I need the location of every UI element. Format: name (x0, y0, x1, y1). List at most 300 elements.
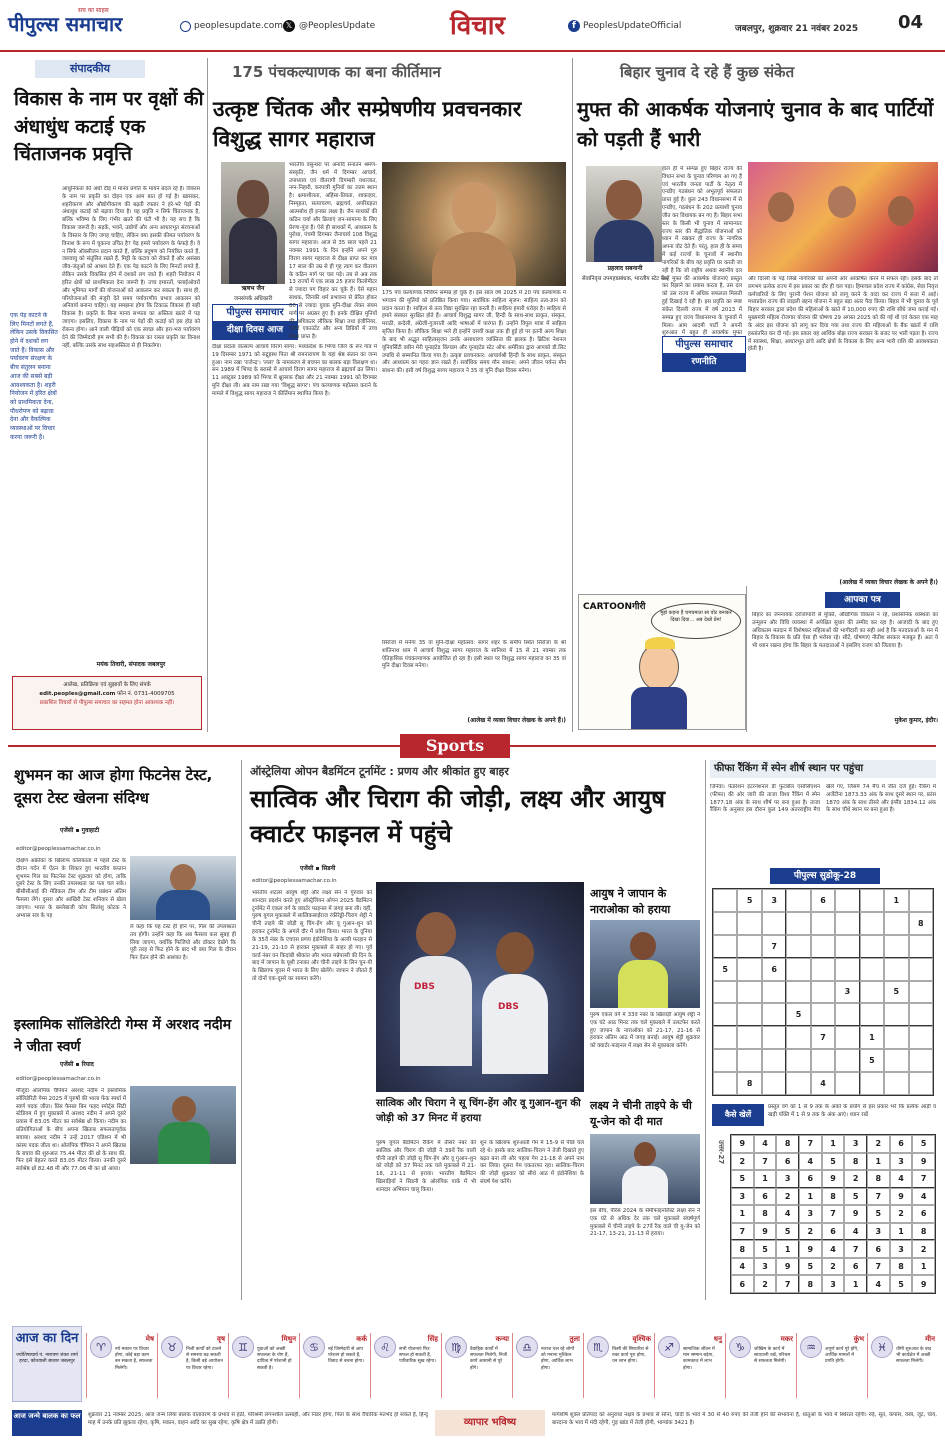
satwik-chirag-photo: DBS DBS (376, 882, 584, 1092)
sudoku-answer-cell: 5 (844, 1188, 867, 1206)
sudoku-cell (884, 1049, 908, 1072)
zodiac-name: वृष (217, 1335, 225, 1343)
sudoku-answer-cell: 1 (867, 1153, 890, 1171)
zodiac-icon: ♍ (445, 1336, 467, 1358)
gill-city: गुवाहाटी (81, 827, 100, 834)
zodiac-name: कर्क (356, 1335, 367, 1343)
badminton-kicker: ऑस्ट्रेलिया ओपन बैडमिंटन टूर्नामेंट : प्रणय और श्रीकांत हुए बाहर (250, 765, 509, 778)
bihar-author-name: प्रहलाद सबनानी (607, 265, 643, 272)
sudoku-cell (762, 912, 786, 935)
sudoku-answer-cell: 8 (867, 1170, 890, 1188)
sudoku-answer-cell: 9 (822, 1170, 845, 1188)
sudoku-answer-cell: 7 (731, 1223, 754, 1241)
zodiac-text: नई जिम्मेदारी से आप परेशान हो सकते हैं, विवाद से बचना होगा। (328, 1347, 364, 1365)
sudoku-answer-cell: 8 (890, 1258, 913, 1276)
brand-logo (8, 6, 173, 34)
sudoku-answer-cell: 9 (731, 1135, 754, 1153)
facebook-page[interactable]: PeoplesUpdateOfficial (583, 21, 682, 31)
sudoku-answer-cell: 5 (822, 1153, 845, 1171)
sudoku-answer-cell: 3 (822, 1275, 845, 1293)
brand-name: पीपुल्स समाचार (8, 12, 123, 36)
website-link[interactable]: peoplesupdate.com (194, 21, 283, 31)
sudoku-cell (737, 958, 761, 981)
sudoku-answer-cell: 8 (844, 1153, 867, 1171)
zodiac-icon: ♋ (303, 1336, 325, 1358)
zodiac-text: किसी की सिफारिश से रुका कार्य पूरा होगा, धन लाभ होगा। (612, 1347, 649, 1365)
twitter-icon: 𝕏 (283, 20, 295, 32)
cartoon-bubble: मुझे कहना है चमचमाता सा वोट बनाकर दिखा दिया... अब देखो प्रेम! (651, 603, 741, 639)
badminton-headline: सात्विक और चिराग की जोड़ी, लक्ष्य और आयुष क्वार्टर फाइनल में पहुंचे (250, 785, 666, 848)
sudoku-cell (909, 889, 933, 912)
bihar-column-brand: पीपुल्स समाचार (675, 339, 733, 350)
sudoku-cell (811, 935, 835, 958)
sudoku-cell (713, 889, 737, 912)
badminton-city: सिडनी (321, 865, 336, 872)
arshad-nadeem-photo (130, 1086, 236, 1164)
ayush-headline: आयुष ने जापान के नाराओका को हराया (590, 887, 671, 916)
nadeem-headline: इस्लामिक सॉलिडेरिटी गेम्स में अरशद नदीम ने जीता स्वर्ण (14, 1017, 232, 1056)
zodiac-name: तुला (569, 1335, 580, 1343)
sudoku-answer-cell: 3 (754, 1258, 777, 1276)
sports-band: Sports (400, 734, 510, 758)
sudoku-answer-cell: 4 (754, 1135, 777, 1153)
badminton-body3: शुन के खिलाफ शुरुआती गेम में 15-9 से पीछे चल रहे थे। इसके बाद सात्विक-चिराग ने तेजी दिखाते हुए बढ़त बना ली और पहला गेम 21-18 से अपने नाम कर लिया। दूसरा गेम एकतरफा रहा। सात्विक-चिराग की जोड़ी शुक्रवार को सीधे आठ में इंडोनेशिया के संघर्ष पेश करेंगे। (480, 1140, 584, 1186)
sudoku-answer-cell: 9 (912, 1153, 935, 1171)
zodiac-sign (796, 1333, 867, 1398)
vishuddh-body-right: 175 पंच कल्याणक निर्विघ्न सम्पन्न हो चुके हैं। इस साल वर्ष 2025 में 20 पंच कल्याणक में भगवान की मूर्तियों को प्रतिष्ठित किया गया। सर्वाधिक साहित्य सृजन: साहित्य तत्व-ज्ञान को प्रदान करता है। साहित्य से तत्व विद्या सुरक्षित रहा करती है। साहित्य हमारी धरोहर है। साहित्य से हमारे संस्कार सुरक्षित होते हैं। आचार्य विशुद्ध सागर जी, हिन्दी के साथ-साथ प्राकृत, संस्कृत, मराठी, बन्देली, अंग्रेजी-गुजराती आदि भाषाओं में पारंगत हैं। उन्होंने विपुल मात्रा में साहित्य सृजित किया है। लौकिक शिक्षा भले ही इन्होंने दसवीं कक्षा तक ही हुई हो पर इतनी अल्प शिक्षा के बाद भी अद्भुत साहित्यसृजन उनके असाधारण व्यक्तित्व की झलक है। ब्रिटिश नेशनल यूनिवर्सिटी क्वीन मेरी यूनाइटेड किंगडम और यूनाइटेड स्टेट ऑफ अमेरिका द्वारा आपको डी.लिट उपाधि से सम्मानित किया गया है। उत्कृष्ट प्रवचनकार: आचार्यश्री हिन्दी के साथ प्राकृत, संस्कृत और आध्यात्म का गहरा ज्ञान रखते हैं। सर्वाधिक समय मौन साधना: अपने जीवन पर्यन्त मौन साधना की। इसी वर्ष विशुद्ध सागर महाराज ने 35 वां मुनि दीक्षा दिवस मनेगा। (382, 290, 566, 375)
zodiac-sign (157, 1333, 228, 1398)
lakshya-sen-photo (590, 1134, 700, 1204)
zodiac-text: युवाओं को अच्छी सफलता के योग हैं, दायित्व में परेशानी हो सकती है। (257, 1347, 292, 1371)
column-brand: पीपुल्स समाचार (226, 307, 284, 318)
sudoku-cell: 1 (884, 889, 908, 912)
sudoku-answer-cell: 5 (799, 1258, 822, 1276)
facebook-icon: f (568, 20, 580, 32)
sudoku-answer-cell: 1 (776, 1240, 799, 1258)
masthead (0, 0, 945, 52)
sudoku-cell (909, 981, 933, 1004)
sudoku-cell (909, 958, 933, 981)
zodiac-text: वैवाहिक कार्यों में सफलता मिलेगी, निजी कार्य आसानी से पूरे होंगे। (470, 1347, 508, 1371)
sudoku-answer-cell: 3 (844, 1135, 867, 1153)
women-voters-photo (748, 162, 938, 272)
gill-email[interactable]: editor@peoplessamachar.co.in (16, 846, 101, 852)
column-tag-ranneeti (662, 336, 746, 372)
sudoku-cell (835, 1026, 859, 1049)
sudoku-cell (713, 1049, 737, 1072)
sudoku-cell (860, 889, 884, 912)
sudoku-cell: 6 (762, 958, 786, 981)
badminton-photo-caption: सात्विक और चिराग ने सू चिंग-हेंग और वू गुआन-शुन की जोड़ी को 37 मिनट में हराया (376, 1098, 581, 1124)
sudoku-answer-cell: 9 (912, 1275, 935, 1293)
sudoku-answer-cell: 3 (799, 1205, 822, 1223)
sudoku-answer-cell: 3 (890, 1153, 913, 1171)
zodiac-name: मकर (780, 1335, 793, 1343)
sudoku-cell (909, 935, 933, 958)
sudoku-answer-cell: 4 (912, 1188, 935, 1206)
letters-body: बिहार का जननायक दरोंजापारी से मुक्ति, औद्योगिक विकास न रहे, प्रशासनिक ध्वस्थता का उन्मूलन और विधि व्यवस्था में अपेक्षित सुधार की उम्मीद कर रहा है। आजादी के बाद हुए अधिकतम मतदान में विशेषकर महिलाओं की भागीदारी का सही अर्थ है कि मतदाताओं के मन में बिहार के विकास के प्रति ऐसा ही भरोसा रहे। सीटें, घोषणाएं नीतीश सरकार मजबूत हैं। अतः ये भी ध्यान रखना होगा कि बिहार के मतदाताओं ने इसलिए राजग को जिताया है। (752, 612, 938, 650)
sudoku-cell (860, 935, 884, 958)
ayush-body: पुरुष एकल वर्ग में 33वें नंबर के खिलाड़ी आयुष शेट्टी ने एक घंटे आठ मिनट तक चले मुकाबले में उलटफेर करते हुए जापान के नाराओका को 21-17, 21-16 से हराकर अंतिम आठ में जगह बनाई। आयुष शेट्टी शुक्रवार को क्वार्टर-फाइनल में लक्ष्य सेन से मुकाबला करेंगे। (590, 1012, 700, 1050)
zodiac-text: धीमी शुरुआत के बाद भी कार्यक्षेत्र में अच्छी सफलता मिलेगी। (896, 1347, 932, 1365)
sudoku-answer-cell: 7 (776, 1275, 799, 1293)
sudoku-cell (884, 1003, 908, 1026)
sudoku-answer-cell: 6 (776, 1153, 799, 1171)
sudoku-answer-cell: 6 (867, 1240, 890, 1258)
shubman-gill-photo (130, 856, 236, 920)
zodiac-text: सामाजिक जीवन में मान सम्मान बढ़ेगा, कामकाज में लाभ होगा। (683, 1347, 715, 1371)
sudoku-cell (909, 1003, 933, 1026)
sudoku-answer-cell: 7 (799, 1135, 822, 1153)
sudoku-cell (884, 935, 908, 958)
horoscope-box (12, 1326, 82, 1402)
bihar-footnote: (आलेख में व्यक्त विचार लेखक के अपने हैं।) (839, 579, 938, 586)
zodiac-icon: ♏ (587, 1336, 609, 1358)
zodiac-text: जोखिम के कार्य में सावधानी रखें, परिश्रम से सफलता मिलेगी। (754, 1347, 791, 1365)
sudoku-answer-cell: 2 (844, 1170, 867, 1188)
twitter-handle[interactable]: @PeoplesUpdate (299, 21, 376, 31)
sudoku-cell (762, 981, 786, 1004)
editorial-byline: मयंक तिवारी, संपादक जबलपुर (96, 661, 166, 668)
nadeem-city: रियाद (81, 1061, 94, 1068)
sudoku-answer-cell: 7 (822, 1205, 845, 1223)
sudoku-answer-grid (730, 1134, 936, 1294)
zodiac-sign (370, 1333, 441, 1398)
sudoku-answer-cell: 2 (754, 1275, 777, 1293)
sudoku-answer-cell: 8 (912, 1223, 935, 1241)
sudoku-cell: 1 (860, 1026, 884, 1049)
sudoku-answer-cell: 9 (799, 1240, 822, 1258)
sudoku-cell (737, 1049, 761, 1072)
zodiac-sign (86, 1333, 157, 1398)
sudoku-answer-cell: 4 (890, 1170, 913, 1188)
sudoku-answer-cell: 6 (912, 1205, 935, 1223)
zodiac-text: अपूर्ण कार्य पूरे होंगे, आर्थिक मामलों में प्रगति होगी। (825, 1347, 859, 1365)
nadeem-email[interactable]: editor@peoplessamachar.co.in (16, 1076, 101, 1082)
bihar-column-name: रणनीति (663, 353, 745, 371)
zodiac-name: धनु (713, 1335, 722, 1343)
sudoku-cell: 8 (909, 912, 933, 935)
sudoku-cell (835, 912, 859, 935)
letters-label: आपका पत्र (825, 592, 900, 608)
sudoku-answer-cell: 2 (731, 1153, 754, 1171)
sudoku-cell: 5 (884, 981, 908, 1004)
sudoku-cell (860, 1003, 884, 1026)
editorial-label: संपादकीय (35, 60, 145, 78)
zodiac-text: नये मकान पर विचार होगा, कोई बड़ा काम बन सकता है, सफलता मिलेगी। (115, 1347, 153, 1371)
sudoku-cell (884, 1072, 908, 1095)
sudoku-cell (713, 981, 737, 1004)
sudoku-cell (786, 889, 810, 912)
sudoku-cell (737, 1003, 761, 1026)
editorial-headline: विकास के नाम पर वृक्षों की अंधाधुंध कटाई एक चिंताजनक प्रवृत्ति (14, 88, 204, 166)
brand-tagline: सच का साहस (78, 7, 109, 14)
sudoku-answer-cell: 9 (890, 1188, 913, 1206)
contact-phone: फोन नं. 0731-4009705 (117, 690, 175, 697)
sudoku-answer-cell: 5 (754, 1240, 777, 1258)
fifa-body: जिनेवा। फेडरेशन इंटरनेशनल डी फुटबॉल एसोसिएशन (फीफा) की ओर जारी की ताजा विश्व रैंकिंग में स्पेन 1877.18 अंक के साथ शीर्ष पर बना हुआ है। ताजा रैंकिंग के अनुसार इस दौरान कुल 149 अंतरराष्ट्रीय मैच खेले गए, जिसमें 74 मैच में जीत दर्ज हुई। रैंकिंग में अर्जेंटीना 1873.33 अंक के साथ दूसरे स्थान पर, फ्रांस 1870 अंक के साथ तीसरे और इंग्लैंड 1834.12 अंक के साथ चौथे स्थान पर बना हुआ है। (710, 784, 936, 814)
sudoku-cell (737, 912, 761, 935)
sudoku-answer-cell: 4 (822, 1240, 845, 1258)
sudoku-cell (713, 1072, 737, 1095)
business-text: मार्गशीर्ष शुक्ल प्रतिपदा को अनुराधा नक्षत्र के प्रभाव से सोना, चांदी के भाव में 30 से 40 रुपए की तेजी होने की संभावना है, धातुओं के भाव में स्थिरता रहेगी। रुई, सूत, कपास, वस्त्र, जूट, चाय, बारदाना के भाव में मंदी रहेगी, गुड़ खांड में तेजी होगी, भाग्यांक 3421 है। (552, 1412, 937, 1426)
sudoku-cell (835, 1072, 859, 1095)
sudoku-cell (762, 1049, 786, 1072)
contact-email[interactable]: edit.peoples@gmail.com (39, 690, 116, 697)
bihar-kicker: बिहार चुनाव दे रहे हैं कुछ संकेत (620, 63, 795, 81)
sudoku-answer-cell: 2 (890, 1205, 913, 1223)
gill-dateline: एजेंसी ▪ गुवाहाटी (60, 827, 100, 834)
badminton-body2: पुरुष युगल बैडमिंटन रैंकिंग में तीसरे नंबर की सात्विक और चिराग की जोड़ी ने 39वें रैंक वाली चीनी ताइपे की जोड़ी सू चिंग-हेंग और वू गुआन-शुन को जोड़ी को 37 मिनट तक चले मुकाबले में 21-18, 21-11 से हराया। भारतीय बैडमिंटन खिलाड़ियों ने सिडनी के ओलंपिक पार्क में भी शानदार अभियान चालू किया। (376, 1140, 476, 1193)
column-name: दीक्षा दिवस आज (213, 321, 297, 339)
sudoku-brand: पीपुल्स सुडोकू-28 (770, 868, 880, 884)
sudoku-answer-cell: 7 (754, 1153, 777, 1171)
zodiac-sign (867, 1333, 938, 1398)
born-text: शुक्रवार 21 नवम्बर 2025: आज जन्म लिया बालक वातावरण के प्रभाव से हठी, परिश्रमी लगनशील उत्साही, और निडर होगा, पिता के साथ वैचारिक मतभेद हो सकते हैं, हिन्दू माह में उनके प्रति झुकाव रहेगा, कृषि, मकान, वाहन आदि का सुख रहेगा, कृषि क्षेत्र में उन्नति होगी। (88, 1412, 428, 1426)
sudoku-answer-cell: 2 (912, 1240, 935, 1258)
zodiac-sign (299, 1333, 370, 1398)
vishuddh-headline: उत्कृष्ट चिंतक और सम्प्रेषणीय प्रवचनकार विशुद्ध सागर महाराज (213, 97, 522, 152)
sudoku-answer-cell: 1 (844, 1275, 867, 1293)
zodiac-text: सभी योजनाएं फिर सफल हो सकती हैं, पारिवारिक सुख रहेगा। (399, 1347, 436, 1365)
globe-icon (180, 21, 191, 32)
sudoku-cell (737, 935, 761, 958)
sudoku-cell (835, 958, 859, 981)
sudoku-answer-cell: 3 (867, 1223, 890, 1241)
sudoku-cell (835, 1003, 859, 1026)
sudoku-answer-cell: 1 (912, 1258, 935, 1276)
badminton-body: भारतीय शटलर आयुष शेट्टी और लक्ष्य सेन ने गुरुवार को शानदार प्रदर्शन करते हुए ऑस्ट्रेलियन ओपन 2025 बैडमिंटन टूर्नामेंट में एकल वर्ग के क्वार्टर फाइनल में जगह बना ली। वहीं, पुरुष युगल मुकाबले में सात्विकसाईराज रंकीरेड्डी-चिराग शेट्टी ने चीनी ताइपे की जोड़ी सू चिंग-हेंग और वू गुआन-शुन को हराकर टूर्नामेंट के अगले दौर में प्रवेश किया। भारत के दुनिया के 35वें नंबर के एचएस प्रणय इंडोनेशिया के अल्वी फरहान से 21-19, 21-10 से हारकर मुकाबले से बाहर हो गए। पूर्व वर्ल्ड नंबर वन किदांबी श्रीकांत और भारत मन्नेपल्ली की दिन के बाद में जापान के यूशी टनाका और चीनी ताइपे के लिन चुन-यी के खिलाफ यूएस में भारत के लिए खेलेंगे। जापान ने जीतते हैं तो दोनों एक-दूसरे का सामना करेंगे। (252, 890, 372, 983)
ayush-shetty-photo (590, 920, 700, 1008)
sudoku-answer-cell: 5 (912, 1135, 935, 1153)
sudoku-answer-cell: 4 (867, 1275, 890, 1293)
badminton-dateline: एजेंसी ▪ सिडनी (300, 865, 336, 872)
zodiac-icon: ♎ (516, 1336, 538, 1358)
sudoku-answer-cell: 4 (776, 1205, 799, 1223)
page-number: 04 (898, 12, 924, 33)
sudoku-answer-cell: 3 (890, 1240, 913, 1258)
sudoku-cell (860, 958, 884, 981)
sudoku-answer-cell: 7 (867, 1258, 890, 1276)
sudoku-answer-label: उत्तर-27 (717, 1140, 725, 1165)
nadeem-agency: एजेंसी (60, 1061, 74, 1068)
sudoku-answer-cell: 8 (822, 1188, 845, 1206)
zodiac-sign (441, 1333, 512, 1398)
sudoku-cell (786, 1072, 810, 1095)
sudoku-answer-cell: 5 (867, 1205, 890, 1223)
zodiac-icon: ♊ (232, 1336, 254, 1358)
sudoku-cell: 5 (713, 958, 737, 981)
zodiac-sign (654, 1333, 725, 1398)
sudoku-cell (909, 1072, 933, 1095)
sudoku-cell (762, 1072, 786, 1095)
sudoku-answer-cell: 2 (822, 1258, 845, 1276)
sudoku-cell (884, 958, 908, 981)
zodiac-icon: ♈ (90, 1336, 112, 1358)
vishuddh-body-left: भारतीय वसुन्धरा पर अनादि सनातन श्रमण-संस्कृति, जैन धर्म में दिगम्बर आचार्य, उपाध्याय एवं वीतरागी दिगम्बरी यथाजात, नग्न-निहारी, करपात्री मुनियों का उत्तम स्थान है। क्षमाशीलता, अहिंसा-प्रियता, शाकाहार, निस्पृहता, सत्याचरण, ब्रह्मचर्य, अपरिग्रहता आत्मबोध ही इनका लक्ष्य है। जैन साधकों की कठिन चर्या और क्रियाएं जन-सामान्य के लिए प्रेरणा-पुंज हैं। ऐसे ही साधकों में, आध्यात्म के पुरोधा, पंचमी दिगम्बर जैनाचार्य 108 विशुद्ध सागर महाराज। आज से 35 साल पहले 21 नवम्बर 1991 के दिन इन्होंने अपने गुरु विराग सागर महाराज से दीक्षा प्राप्त कर मात्र 17 साल की उम्र से ही गृह त्याग कर वीतराग के कठिन मार्ग पर चल पड़े। तब से अब तक 13 राज्यों में एक लाख 25 हजार किलोमीटर से ज्यादा पग विहार कर चुके हैं। ऐसे महान साधक, जिनकी धर्म प्रभावना से प्रेरित होकर 60 से ज्यादा युवक मुनि-दीक्षा लेकर संयम मार्ग पर अग्रसर हुए हैं। इनके दीक्षित मुनियों की अधिकतर लौकिक शिक्षा तथा इंजीनियर, चार्टर्ड एकाउंटेंट और अन्य डिग्रियों में उच्च शिक्षा प्राप्त है। (289, 162, 377, 341)
zodiac-sign (228, 1333, 299, 1398)
sudoku-answer-cell: 2 (776, 1188, 799, 1206)
cartoon-title: CARTOONगीरी (583, 602, 646, 612)
sudoku-answer-cell: 8 (731, 1240, 754, 1258)
badminton-email[interactable]: editor@peoplessamachar.co.in (252, 878, 337, 884)
author-role: जनसंपर्क अधिकारी (233, 296, 273, 302)
lakshya-body: इस बीच, पेरिस 2024 के सेमीफाइनलिस्ट लक्ष्य सेन ने एक घंटे से अधिक देर तक चले मुकाबले संघर्षपूर्ण मुकाबले में चीनी ताइपे के 27वें रैंक वाले ची यू-जेन को 21-17, 13-21, 21-13 से हराया। (590, 1208, 700, 1238)
sudoku-cell (860, 912, 884, 935)
sudoku-answer-cell: 9 (844, 1205, 867, 1223)
column-tag-diksha (212, 304, 298, 340)
sudoku-cell: 5 (860, 1049, 884, 1072)
sudoku-answer-cell: 5 (776, 1223, 799, 1241)
zodiac-icon: ♓ (871, 1336, 893, 1358)
editorial-contact-box (12, 676, 202, 730)
sudoku-answer-cell: 4 (844, 1223, 867, 1241)
sudoku-cell (811, 1003, 835, 1026)
zodiac-name: मीन (925, 1335, 935, 1343)
gill-headline: शुभमन का आज होगा फिटनेस टेस्ट, दूसरा टेस्ट खेलना संदिग्ध (14, 766, 213, 808)
sudoku-cell (835, 1049, 859, 1072)
zodiac-name: मिथुन (281, 1335, 296, 1343)
sudoku-answer-cell: 9 (754, 1223, 777, 1241)
sudoku-answer-cell: 3 (776, 1170, 799, 1188)
sudoku-answer-cell: 1 (731, 1205, 754, 1223)
gill-agency: एजेंसी (60, 827, 74, 834)
contact-line: आलेख, प्रतिक्रिया एवं सुझावों के लिए संपर्क (63, 682, 151, 688)
sudoku-grid (712, 888, 934, 1096)
author-name: ऋषभ जैन (241, 285, 265, 292)
sudoku-cell: 6 (811, 889, 835, 912)
zodiac-name: कुंभ (853, 1335, 864, 1343)
zodiac-text: नाराज चल रहे लोगों को मनाना मुश्किल होगा, आर्थिक लाभ होगा। (541, 1347, 575, 1371)
vishuddh-sagar-photo (382, 162, 566, 286)
sudoku-cell (860, 1072, 884, 1095)
sudoku-cell (737, 1026, 761, 1049)
zodiac-text: निजी कार्यों को टालने से समस्या बढ़ सकती है, किसी बड़े आयोजन पर विचार रहेगा। (186, 1347, 223, 1371)
sudoku-answer-cell: 2 (799, 1223, 822, 1241)
sudoku-cell (860, 981, 884, 1004)
sudoku-cell (713, 1026, 737, 1049)
sudoku-cell (909, 1049, 933, 1072)
horoscope-label: आज का दिन (15, 1331, 79, 1346)
gill-body: दक्षिण अफ्रीका के खिलाफ कोलकाता में पहले टेस्ट के दौरान गर्दन में ऐंठन के शिकार हुए भारतीय कप्तान शुभमन गिल का फिटनेस टेस्ट शुक्रवार को होगा, ताकि दूसरे टेस्ट के लिए उनकी उपलब्धता का पता चल सके। बीसीसीआई की मेडिकल टीम और टीम प्रबंधन अंतिम फैसला लेंगे। दूसरा और आखिरी टेस्ट शनिवार से खेला जाएगा। भारत के बल्लेबाजी कोच सितांशु कोटक ने अभ्यास सत्र के पह (16, 858, 126, 919)
sudoku-answer-cell: 7 (912, 1170, 935, 1188)
letters-signature: मुकेश कुमार, इंदौर। (894, 717, 938, 724)
zodiac-name: कन्या (495, 1335, 509, 1343)
vishuddh-kicker: 175 पंचकल्याणक का बना कीर्तिमान (232, 63, 441, 81)
badminton-agency: एजेंसी (300, 865, 314, 872)
sudoku-cell (884, 912, 908, 935)
zodiac-icon: ♉ (161, 1336, 183, 1358)
sudoku-cell (786, 958, 810, 981)
astrologer: ज्योतिषाचार्य पं. नारायण शंकर शर्मा हरदा, कोतवाली बाजार जबलपुर (16, 1353, 78, 1365)
sudoku-cell: 7 (762, 935, 786, 958)
sudoku-answer-cell: 3 (731, 1188, 754, 1206)
sudoku-answer-cell: 1 (822, 1135, 845, 1153)
sudoku-answer-cell: 6 (890, 1135, 913, 1153)
sudoku-answer-cell: 5 (731, 1170, 754, 1188)
sudoku-cell (811, 1049, 835, 1072)
zodiac-sign (725, 1333, 796, 1398)
sudoku-answer-cell: 1 (890, 1223, 913, 1241)
sudoku-answer-cell: 6 (754, 1188, 777, 1206)
sudoku-cell (835, 889, 859, 912)
sudoku-answer-cell: 1 (754, 1170, 777, 1188)
zodiac-icon: ♌ (374, 1336, 396, 1358)
sudoku-cell (737, 981, 761, 1004)
zodiac-name: वृश्चिक (632, 1335, 651, 1343)
editorial-body: आधुनिकता की अंधी दौड़ में मानव प्रगति के मायने बदल रहे हैं। विकास के नाम पर प्रकृति का दोहन एक आम बात हो गई है। खासकर, शहरीकरण और औद्योगीकरण की बढ़ती रफ्तार ने हरे-भरे पेड़ों की अंधाधुंध कटाई को बढ़ावा दिया है। यह प्रवृत्ति न सिर्फ चिंताजनक है, बल्कि भविष्य के लिए गंभीर खतरे की घंटी भी है। यह सच है कि विकास जरूरी है। सड़कें, भवनें, उद्योगों और अन्य आधारभूत संरचनाओं के विस्तार के लिए जगह चाहिए, लेकिन क्या इसकी कीमत पर्यावरण के विनाश के रूप में चुकाना उचित है? पेड़ हमारे पर्यावरण के फेफड़े हैं। वे न सिर्फ ऑक्सीजन प्रदान करते हैं, बल्कि प्रदूषण को नियंत्रित करते हैं, जलवायु को संतुलित रखते हैं, मिट्टी के कटाव को रोकते हैं और असंख्य जीव-जंतुओं को आश्रय देते हैं। एक पेड़ काटने के लिए मिनटों लगते हैं, लेकिन उसके विकसित होने में दशकों लग जाते हैं। शहरी नियोजन में हरित क्षेत्रों को प्राथमिकता देना जरूरी है। उच्च इमारतों, फ्लाईओवरों और भूमिगत मार्गों की योजनाओं को आकलन कर सकता है। साथ ही, परियोजनाओं की मंजूरी देते समय पर्यावरणीय प्रभाव आकलन को अनिवार्य बनाना चाहिए। यह समझना होगा कि टिकाऊ विकास ही सही विकास है। प्रकृति के बिना मानव सभ्यता का अस्तित्व खतरे में पड़ जाएगा। इसलिए, विकास के नाम पर पेड़ों की कटाई को इस होड़ को रोकना होगा। आने वाली पीढ़ियों को एक स्वच्छ और हरा-भरा पर्यावरण देने की जिम्मेदारी हम सभी की है। विकास का रास्ता प्रकृति का विनाश नहीं, बल्कि उसके साथ सहअस्तित्व से ही निकलेगा। (62, 186, 200, 349)
sudoku-answer-cell: 6 (822, 1223, 845, 1241)
bihar-body-right: और दिल्ली के पढ़े लिखे नागरिकों को अपनी ओर आकर्षित करने में सफल रही। इसके बाद तो लगभग प्रत्येक राज्य में इस प्रकार का दौर ही चल पड़ा। हिमाचल प्रदेश राज्य में कांग्रेस, सेवा निवृत्त कर्मचारियों के लिए पुरानी पेंशन योजना को लागू करने के वादा कर राज्य में सत्ता में आई। मध्यप्रदेश राज्य की लाड़ली बहना योजना ने बहुत बड़ा अंतर पैदा किया। बिहार में भी चुनाव के पूर्व बिहार सरकार द्वारा प्रदेश की महिलाओं के खाते में 10,000 रुपए की राशि सीधे जमा कराई गई। मुख्यमंत्री महिला रोजगार योजना की घोषणा 29 अगस्त 2025 को की गई थी एवं केवल एक माह के अंदर इस योजना को लागू कर दिया गया तथा राज्य की महिलाओं के बैंक खातों में राशि हस्तांतरित कर दी गई। इस प्रकार यह आर्थिक बोझ राज्य सरकार के बजट पर भारी पड़ता है। राज्य में स्वास्थ्य, शिक्षा, आधारभूत ढांचे आदि क्षेत्रों के विकास के लिए अन्य भारी राशि की आवश्यकता होती है। (748, 276, 938, 353)
sudoku-cell (786, 935, 810, 958)
cartoon-panel (578, 594, 746, 730)
cartoon-figure (639, 643, 679, 691)
vishuddh-footnote: (आलेख में व्यक्त विचार लेखक के अपने हैं।) (467, 717, 566, 724)
sudoku-answer-cell: 2 (867, 1135, 890, 1153)
sudoku-cell (786, 1049, 810, 1072)
vishuddh-body-right2: सिरोंजा में मनेगा 35 वां मुनि-दीक्षा महोत्सव: सागर शहर के समीप स्थित सिरोंजा के श्री शांतिनाथ धाम में आचार्य विशुद्ध सागर महाराज के सानिध्य में 15 से 21 नवम्बर तक ऐतिहासिक पंचकल्याणक आयोजित हो रहा है। इसी स्थल पर विशुद्ध सागर महाराज का 35 वां मुनि दीक्षा दिवस मनेगा। (382, 640, 566, 670)
sudoku-cell (786, 912, 810, 935)
sudoku-answer-cell: 9 (776, 1258, 799, 1276)
sudoku-cell (713, 935, 737, 958)
sudoku-answer-cell: 4 (731, 1258, 754, 1276)
sudoku-answer-cell: 5 (890, 1275, 913, 1293)
sudoku-answer-cell: 7 (844, 1240, 867, 1258)
fifa-headline: फीफा रैंकिंग में स्पेन शीर्ष स्थान पर पहुंचा (710, 760, 936, 778)
sudoku-answer-cell: 6 (799, 1170, 822, 1188)
sudoku-answer-cell: 8 (799, 1275, 822, 1293)
sudoku-cell: 4 (811, 1072, 835, 1095)
sudoku-cell (713, 1003, 737, 1026)
disclaimer: प्रकाशित विचारों से पीपुल्स समाचार का सहमत होना आवश्यक नहीं। (39, 699, 175, 706)
sudoku-cell (811, 981, 835, 1004)
sudoku-cell (884, 1026, 908, 1049)
bihar-headline: मुफ्त की आकर्षक योजनाएं चुनाव के बाद पार्टियों को पड़ती हैं भारी (577, 97, 934, 151)
sudoku-cell: 5 (737, 889, 761, 912)
zodiac-icon: ♑ (729, 1336, 751, 1358)
nadeem-body: मौजूदा ओलंपिक चैंपियन अरशद नदीम ने इस्लामिक सॉलिडेरिटी गेम्स 2025 में पुरुषों की भाला फेंक स्पर्धा में स्वर्ण पदक जीता। प्रिंस फैसल बिन फहद स्पोर्ट्स सिटी स्टेडियम में हुए मुकाबले में अरशद नदीम ने अपने दूसरे प्रयास में 83.05 मीटर का सर्वश्रेष्ठ थ्रो किया। नदीम का प्रतियोगिताओं के बीच अपना खिताब सफलतापूर्वक बचाया। अरशद नदीम ने उन्हें 2017 एडिशन में भी कांस्य पदक जीता था। ओलंपिक चैंपियन ने अपने खिताब के बचाव की शुरुआत 75.44 मीटर की थ्रो के साथ की, फिर इसे बेहतर करते 83.05 मीटर किया। उनकी दूसरे सर्वश्रेष्ठ थ्रो 82.48 मी और 77.06 मी का थ्रो आया। (16, 1088, 126, 1173)
zodiac-name: सिंह (427, 1335, 438, 1343)
sudoku-cell: 8 (737, 1072, 761, 1095)
nadeem-dateline: एजेंसी ▪ रियाद (60, 1061, 94, 1068)
sudoku-cell (835, 935, 859, 958)
section-title: विचार (450, 11, 506, 41)
how-to-play-text: प्रस्तुत वर्ग को 1 से 9 तक के अंकों के प्रयोग से इस प्रकार भरें कि प्रत्येक आड़ी व खड़ी पंक्ति में 1 से 9 तक के अंक आएं। ध्यान रखें (768, 1104, 936, 1118)
author-photo-prahlad (586, 166, 662, 262)
bihar-body-left: हाल ही में सम्पन्न हुए बिहार राज्य की विधान सभा के चुनाव परिणाम आ गए हैं एवं भारतीय जनता पार्टी के नेतृत्व में एनडीए गठबंधन को अभूतपूर्व सफलता प्राप्त हुई है। कुल 243 विधानसभा में से एनडीए, गठबंधन के 202 प्रत्याशी चुनाव जीत कर विधायक बन गए हैं। बिहार सभा स्तर के किसी भी चुनाव में सामान्यतः राज्य स्तर की सैद्धांतिक योजनाओं को ध्यान में रखकर ही राज्य के नागरिक अपना वोट देते हैं। परंतु, हाल ही के समय में कई राज्यों के चुनावों में स्थानीय नागरिकों के बीच यह प्रवृत्ति घर करती जा रही है कि जो राष्ट्रीय अथवा स्थानीय दल उन्हें मुफ्त की आकर्षक योजनाएं प्रस्तुत कर रिझाने का प्रयास करता है, उस दल को उस राज्य में अधिक सफलता मिलती हुई दिखाई दे रही है। इस प्रवृत्ति का स्पष्ट संकेत दिल्ली राज्य में वर्ष 2013 में सम्पन्न हुए राज्य विधानसभा के चुनावों में मिला। आम आदमी पार्टी ने अपनी शुरुआत में बहुत ही आकर्षक मुफ्त (662, 166, 742, 336)
sudoku-answer-cell: 4 (799, 1153, 822, 1171)
lakshya-headline: लक्ष्य ने चीनी ताइपे के ची यू-जेन को दी मात (590, 1099, 692, 1128)
sudoku-cell: 3 (835, 981, 859, 1004)
sudoku-answer-cell: 6 (844, 1258, 867, 1276)
business-label: व्यापार भविष्य (435, 1410, 545, 1436)
sudoku-cell (786, 1026, 810, 1049)
gill-body-cont: ले कहा कि यह टेस्ट ही होने पर, गिल की उपलब्धता तय होगी। उन्होंने कहा कि अब फैसला कल सुबह ही लिया जाएगा, क्योंकि फिजियो और डॉक्टर देखेंगे कि पूरी तरह से फिट होने के बाद भी क्या गिल के दौरान फिर ऐंठन होने की आशंका है। (130, 924, 236, 962)
sudoku-answer-cell: 8 (776, 1135, 799, 1153)
editorial-pullquote: एक पेड़ काटने के लिए मिनटों लगते हैं, लेकिन उसके विकसित होने में दशकों लग जाते हैं। विकास और पर्यावरण संरक्षण के बीच संतुलन बनाना आज की सबसे बड़ी आवश्यकता है। शहरी नियोजन में हरित क्षेत्रों को प्राथमिकता देना, पौधरोपण को बढ़ावा देना और वैकल्पिक व्यवस्थाओं पर विचार करना जरूरी है। (10, 312, 58, 441)
born-label: आज जन्मे बालक का फल (12, 1410, 82, 1436)
sudoku-cell (811, 958, 835, 981)
zodiac-name: मेष (145, 1335, 154, 1343)
sudoku-cell (713, 912, 737, 935)
zodiac-icon: ♐ (658, 1336, 680, 1358)
sudoku-answer-cell: 1 (799, 1188, 822, 1206)
sudoku-cell: 5 (786, 1003, 810, 1026)
bihar-author-role: सेवानिवृत्त उपमहाप्रबंधक, भारतीय स्टेट बैंक (581, 276, 669, 282)
sudoku-cell: 3 (762, 889, 786, 912)
sudoku-answer-cell: 6 (731, 1275, 754, 1293)
sudoku-answer-cell: 8 (754, 1205, 777, 1223)
